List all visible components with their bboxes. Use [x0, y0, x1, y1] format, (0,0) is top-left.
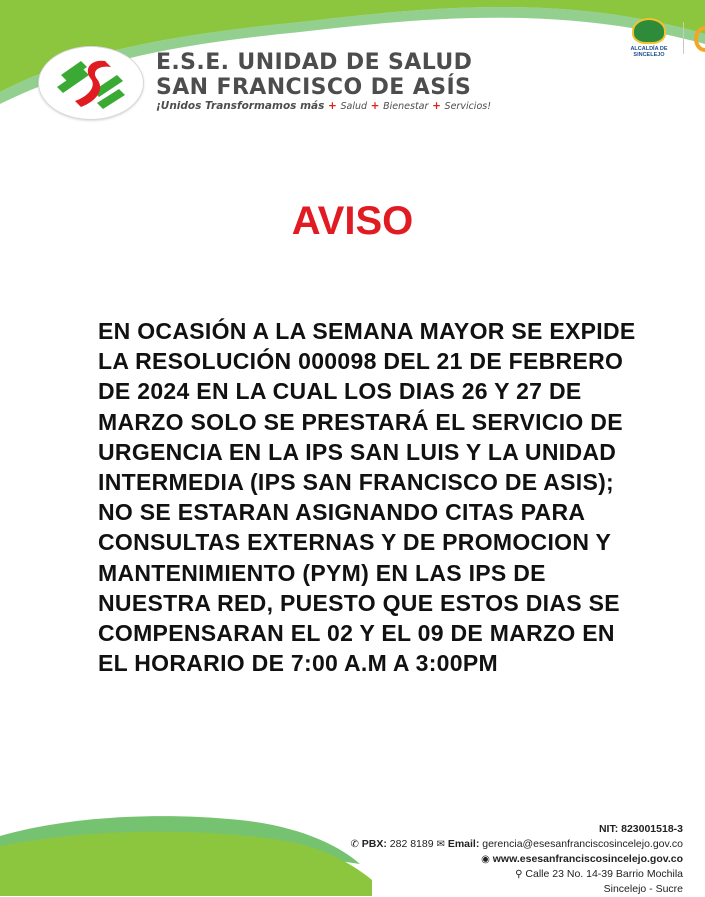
alcaldia-label-line2: SINCELEJO: [633, 52, 665, 58]
email-icon: ✉: [436, 839, 445, 850]
city-line: [350, 882, 683, 897]
nit: NIT: 823001518-3: [598, 823, 683, 835]
tagline-part3: Bienestar: [383, 101, 429, 112]
organization-name-line2: SAN FRANCISCO DE ASÍS: [156, 75, 472, 100]
tagline-part1: ¡Unidos Transformamos más: [156, 100, 325, 112]
address-line: [350, 867, 683, 882]
tagline-plus: +: [328, 100, 337, 112]
pbx-value: 282 8189: [389, 838, 434, 850]
email-value[interactable]: gerencia@esesanfranciscosincelejo.gov.co: [482, 838, 683, 850]
tagline-plus: +: [370, 100, 380, 112]
location-pin-icon: ⚲: [515, 869, 523, 880]
website-line: [350, 852, 683, 867]
logo-mark-icon: [47, 53, 135, 113]
tagline-part2: Salud: [340, 101, 368, 112]
alcaldia-label-line1: ALCALDÍA DE: [630, 46, 668, 52]
phone-icon: ✆: [350, 839, 359, 850]
notice-body: EN OCASIÓN A LA SEMANA MAYOR SE EXPIDE LA RESOLUCIÓN 000098 DEL 21 DE FEBRERO DE 2024 EN LA CUAL LOS DIAS 26 Y 27 DE MARZO SOLO SE PRESTARÁ EL SERVICIO DE URGENCIA EN LA IPS SAN LUIS Y LA UNIDAD INTERMEDIA (IPS SAN FRANCISCO DE ASIS); NO SE ESTARAN ASIGNANDO CITAS PARA CONSULTAS EXTERNAS Y DE PROMOCION Y MANTENIMIENTO (PYM) EN LAS IPS DE NUESTRA RED, PUESTO QUE ESTOS DIAS SE COMPENSARAN EL 02 Y EL 09 DE MARZO EN EL HORARIO DE 7:00 A.M A 3:00PM: [98, 318, 636, 677]
nit-line: [350, 822, 683, 837]
city: Sincelejo - Sucre: [603, 883, 683, 895]
alcaldia-shield-icon: [632, 18, 666, 44]
header-divider: [683, 22, 684, 54]
organization-name-line1: E.S.E. UNIDAD DE SALUD: [156, 50, 473, 75]
tagline-part4: Servicios!: [444, 101, 492, 112]
website-link[interactable]: www.esesanfranciscosincelejo.gov.co: [492, 853, 683, 865]
partner-logo-partial: [694, 26, 705, 52]
pbx-label: PBX:: [361, 838, 387, 850]
tagline: [156, 100, 491, 112]
tagline-plus: +: [432, 100, 441, 112]
organization-name: [156, 50, 472, 100]
alcaldia-logo: [622, 18, 676, 60]
contact-footer: [350, 822, 683, 897]
contact-line: [350, 837, 683, 852]
web-icon: ◉: [481, 854, 490, 865]
email-label: Email:: [447, 838, 480, 850]
organization-logo: [38, 46, 144, 120]
notice-title: AVISO: [291, 199, 414, 243]
address: Calle 23 No. 14-39 Barrio Mochila: [525, 868, 683, 880]
